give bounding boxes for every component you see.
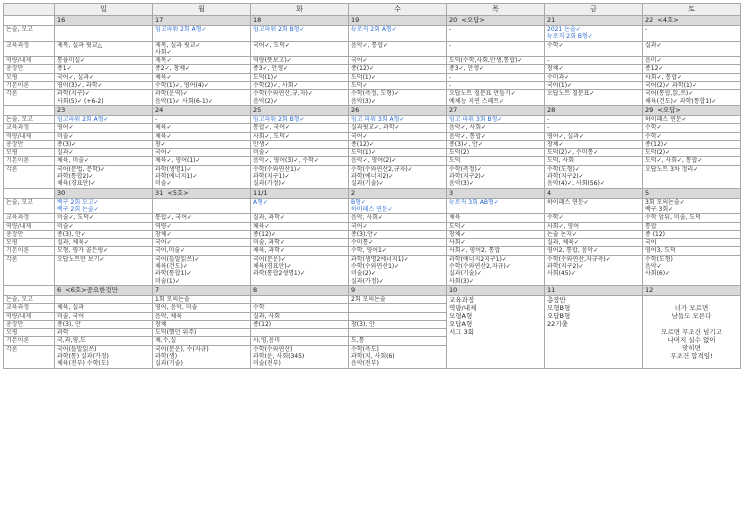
study-cell: 수학(2)✓, 사회✓ — [251, 82, 349, 90]
study-cell: 창체✓ — [153, 230, 251, 238]
row-label: 논술, 모고 — [4, 115, 55, 123]
study-cell: 국어✓ — [153, 149, 251, 157]
study-cell: 체육✓ — [153, 124, 251, 132]
study-cell: 체육, 실과 — [55, 304, 153, 312]
study-cell: 2021 논술✓ 뉴로직 2회 B형✓ — [545, 26, 643, 42]
study-cell: 임고파워 2회 A형✓ — [153, 26, 251, 42]
date-cell: 7 — [153, 285, 251, 295]
study-cell: 창체✓ — [545, 65, 643, 73]
study-cell: 수학(1)✓, 영어(4)✓ — [153, 82, 251, 90]
row-label: 역량/내제 — [4, 132, 55, 140]
study-cell: 임고파워 2회 B형✓ — [251, 115, 349, 123]
study-cell: 체육 — [447, 214, 545, 222]
row-label: 모평 — [4, 73, 55, 81]
study-cell: 과학(생명2에너지1)✓ 수학(수와연산1)✓ 미술(2)✓ 실과(가정)✓ — [349, 255, 447, 285]
study-cell: 수학 — [251, 304, 349, 312]
study-cell: 종12✓ — [643, 65, 741, 73]
study-cell: 과학 — [55, 329, 153, 337]
study-cell: 미술✓, 도덕✓ — [55, 214, 153, 222]
study-cell: 도덕✓, 사회✓, 통합✓ — [643, 157, 741, 165]
subject-row — [4, 124, 741, 132]
weekday-sun: 일 — [55, 4, 153, 16]
date-cell: 22 <4호> — [643, 16, 741, 26]
study-cell: 창체✓ — [447, 230, 545, 238]
study-cell: 국어(문운)✓ 체육(경표안)✓ 과학(통합2생명1)✓ — [251, 255, 349, 285]
row-label: 총장만 — [4, 65, 55, 73]
date-cell: 24 — [153, 105, 251, 115]
study-cell: 통합✓, 국어✓ — [251, 124, 349, 132]
study-cell: 1회 모의논술 — [153, 295, 251, 303]
study-cell: 임고 파워 3회 A형✓ — [349, 115, 447, 123]
study-cell: 임고파워 2회 B형✓ — [251, 26, 349, 42]
study-cell — [251, 295, 349, 303]
row-label: 역량/내제 — [4, 222, 55, 230]
study-cell: 수미과✓ — [545, 73, 643, 81]
subject-row — [4, 65, 741, 73]
date-cell: 8 — [251, 285, 349, 295]
study-cell — [251, 329, 349, 337]
study-cell: 체육, 미술✓ — [55, 157, 153, 165]
calendar-body — [4, 16, 741, 369]
date-row-label — [4, 188, 55, 198]
date-cell: 10 — [447, 285, 545, 295]
study-cell: 음악✓, 사회✓ — [447, 124, 545, 132]
row-label: 기본이론 — [4, 82, 55, 90]
row-label: 교육과정 — [4, 214, 55, 222]
date-row — [4, 105, 741, 115]
study-cell — [349, 304, 447, 312]
date-cell: 19 — [349, 16, 447, 26]
date-cell: 4 — [545, 188, 643, 198]
study-cell: 국어✓ — [349, 132, 447, 140]
study-cell: 창체 — [153, 320, 251, 328]
study-cell: 하이패스 연둔✓ — [643, 115, 741, 123]
subject-row — [4, 157, 741, 165]
study-cell: 영어3, 도덕 — [643, 247, 741, 255]
study-cell: 수학, 영어1✓ — [349, 247, 447, 255]
study-cell: 국어✓ — [153, 239, 251, 247]
study-cell: 체,수,실 — [153, 337, 251, 345]
study-cell — [153, 198, 251, 214]
study-cell: 통융미실✓ — [55, 57, 153, 65]
study-cell: 제목, 실과 핏교△ — [55, 41, 153, 57]
study-cell: 미술✓ — [55, 222, 153, 230]
study-cell: 사회✓, 영어 — [545, 222, 643, 230]
subject-row — [4, 132, 741, 140]
study-cell: 체육✓, 영어(1)✓ — [153, 157, 251, 165]
subject-row — [4, 41, 741, 57]
study-cell: 미술✓ — [251, 149, 349, 157]
row-label: 총장만 — [4, 320, 55, 328]
study-cell: 종1✓ — [55, 65, 153, 73]
study-cell: 실과, 체육✓ — [545, 239, 643, 247]
subject-row — [4, 222, 741, 230]
study-cell: 국어(통합,읽,쓰)✓ 체육(건도)✓ 과학(통합1)✓ — [643, 90, 741, 106]
study-cell: 3회 모의논술✓ 백구 3회✓ — [643, 198, 741, 214]
study-cell: 오답노트 질문표 만들기✓ 예체능 지연 스페트✓ — [447, 90, 545, 106]
weekday-sat: 토 — [643, 4, 741, 16]
study-cell: 종3✓, 안생✓ — [251, 65, 349, 73]
study-cell: - — [447, 82, 545, 90]
row-label: 각론 — [4, 255, 55, 285]
study-cell: 도덕 — [447, 157, 545, 165]
date-cell: 11/1 — [251, 188, 349, 198]
subject-row — [4, 140, 741, 148]
study-cell: 통합✓, 국어✓ — [153, 214, 251, 222]
subject-row — [4, 149, 741, 157]
date-cell: 27 — [447, 105, 545, 115]
date-cell: 26 — [349, 105, 447, 115]
row-label: 기본이론 — [4, 247, 55, 255]
study-cell: 영어(3)✓, 과학✓ — [55, 82, 153, 90]
study-cell: 과학(생명1)✓ 과학(에너지1)✓ 미술✓ — [153, 165, 251, 188]
study-cell: 국어(1)✓ — [545, 82, 643, 90]
study-cell: 오답노트 질문표✓ — [545, 90, 643, 106]
study-cell: 체육✓ — [251, 222, 349, 230]
study-cell: 음미✓ — [643, 57, 741, 65]
weekday-thu: 목 — [447, 4, 545, 16]
study-calendar — [3, 3, 741, 369]
weekday-tue: 화 — [251, 4, 349, 16]
study-cell: 종(3),안✓ — [349, 230, 447, 238]
date-cell: 25 — [251, 105, 349, 115]
study-cell: 논술 논지✓ — [545, 230, 643, 238]
subject-row — [4, 115, 741, 123]
study-cell: 도덕(1)✓ — [349, 73, 447, 81]
study-cell — [55, 295, 153, 303]
study-cell: 국어(2)✓ 과학(1)✓ — [643, 82, 741, 90]
study-cell: 오답노트만 보기✓ — [55, 255, 153, 285]
study-cell: 수학(도형) 음악✓ 사회(6)✓ — [643, 255, 741, 285]
subject-row — [4, 255, 741, 285]
date-row-label — [4, 285, 55, 295]
study-cell: 과학(지구)✓ 사회(5)✓ (+6-2) — [55, 90, 153, 106]
date-cell: 11 — [545, 285, 643, 295]
study-cell: 종(3)✓, 안✓ — [447, 140, 545, 148]
subject-row — [4, 247, 741, 255]
row-label: 논술, 모고 — [4, 198, 55, 214]
study-cell: 수미통✓ — [349, 239, 447, 247]
study-cell: 수학✓ — [545, 41, 643, 57]
study-cell: 수학(측정, 도형)✓ 음악(3)✓ — [349, 90, 447, 106]
row-label: 역량/내제 — [4, 312, 55, 320]
row-label: 기본이론 — [4, 337, 55, 345]
study-cell: 미술, 국어 — [55, 312, 153, 320]
study-cell: 수학(측도) 과학(지, 사회(6) 음악(전부) — [349, 345, 447, 368]
study-cell: 사회✓ — [447, 239, 545, 247]
study-cell: 종(12) — [251, 320, 349, 328]
study-cell: 과학(운역)✓ 음악(1)✓ 사회(6-1)✓ — [153, 90, 251, 106]
study-cell: 종(12)✓ — [643, 140, 741, 148]
study-cell: 뉴로직 2회 A형✓ — [349, 26, 447, 42]
subject-row — [4, 295, 741, 303]
study-cell: 국어(문운), 수(자규) 과학(생) 실과(기술) — [153, 345, 251, 368]
date-cell: 28 — [545, 105, 643, 115]
study-cell: 종3✓, 안생✓ — [447, 65, 545, 73]
study-cell: 실과핏교✓, 과학✓ — [349, 124, 447, 132]
study-cell: 음악, 체육 — [153, 312, 251, 320]
study-cell: 국어✓, 실과✓ — [55, 73, 153, 81]
study-cell: 국어(들말읽쓰)✓ 체육(건도)✓ 과학(통합1)✓ 미술(1)✓ — [153, 255, 251, 285]
study-cell: 도덕(1)✓ — [251, 73, 349, 81]
study-cell: 국어✓ — [349, 222, 447, 230]
study-cell: 도덕(1)✓ — [349, 149, 447, 157]
study-cell: 영어2, 통합, 음악✓ — [545, 247, 643, 255]
study-cell: 역량(뜻보고)✓ — [251, 57, 349, 65]
study-cell: 국,과,영,도 — [55, 337, 153, 345]
study-cell: 실과✓ — [55, 149, 153, 157]
study-cell: 도,통 — [349, 337, 447, 345]
study-cell: 실과, 과학✓ — [251, 214, 349, 222]
row-label: 각론 — [4, 165, 55, 188]
study-cell: 종(12)✓ — [349, 140, 447, 148]
study-cell: B형✓ 하이패스 연둔✓ — [349, 198, 447, 214]
study-cell: 제목, 실과 핏교✓ 사회✓ — [153, 41, 251, 57]
weekday-mon: 월 — [153, 4, 251, 16]
weekday-fri: 금 — [545, 4, 643, 16]
study-cell: 사,영,음미 — [251, 337, 349, 345]
date-cell: 6 <6호>중요한것만 — [55, 285, 153, 295]
date-cell: 29 <오답> — [643, 105, 741, 115]
study-cell: 백구 2회 모고✓ 백구 2회 논술✓ — [55, 198, 153, 214]
date-row-label — [4, 16, 55, 26]
study-cell: 음악✓, 통합✓ — [447, 132, 545, 140]
row-label: 교육과정 — [4, 124, 55, 132]
study-cell — [55, 26, 153, 42]
study-cell: 오답노트 3차 정리✓ — [643, 165, 741, 188]
study-cell: 종2✓, 창체✓ — [153, 65, 251, 73]
study-cell: 국어(들말읽쓰) 과학(통) 실과(가정) 체육(전부) 수학(도) — [55, 345, 153, 368]
study-cell: 음악✓, 통합✓ — [349, 41, 447, 57]
study-cell: - — [545, 115, 643, 123]
study-cell: 하이패스 연둔✓ — [545, 198, 643, 214]
study-cell: - — [643, 26, 741, 42]
subject-row — [4, 165, 741, 188]
row-label: 기본이론 — [4, 157, 55, 165]
study-cell: 종(3), 안 — [55, 320, 153, 328]
study-cell: 종(3)✓ — [55, 140, 153, 148]
study-cell: 창체✓ — [545, 140, 643, 148]
study-cell: 과학(에너지2지구1)✓ 수학(수와연산2,자규)✓ 실과(기술)✓ 사회(3)✓ — [447, 255, 545, 285]
row-label: 교육과정 — [4, 304, 55, 312]
subject-row — [4, 73, 741, 81]
study-cell: 체육, 과학✓ — [251, 247, 349, 255]
subject-row — [4, 82, 741, 90]
study-cell — [349, 312, 447, 320]
date-cell: 18 — [251, 16, 349, 26]
subject-row — [4, 26, 741, 42]
date-row — [4, 16, 741, 26]
study-cell: 사회✓, 영어2, 통합 — [447, 247, 545, 255]
study-cell: 역량✓ — [153, 222, 251, 230]
study-cell: 수학(수와연산2,규자)✓ 과학(에너지2)✓ 실과(기술)✓ — [349, 165, 447, 188]
study-cell: 종(12)✓ — [251, 230, 349, 238]
row-label: 역량/내제 — [4, 57, 55, 65]
subject-row — [4, 214, 741, 222]
study-cell: 도덕(했던 위주) — [153, 329, 251, 337]
study-cell: - — [447, 41, 545, 57]
study-cell: 체육✓ — [153, 132, 251, 140]
study-cell: 사회✓, 도덕✓ — [251, 132, 349, 140]
study-cell: - — [545, 57, 643, 65]
study-cell: 2회 모의논술 — [349, 295, 447, 303]
row-label: 논술, 모고 — [4, 26, 55, 42]
study-cell: 음악✓, 영어(3)✓, 수학✓ — [251, 157, 349, 165]
date-cell: 17 — [153, 16, 251, 26]
study-cell: 국어(문법, 문학)✓ 과학(통합2)✓ 체육(경표안)✓ — [55, 165, 153, 188]
date-cell: 12 — [643, 285, 741, 295]
row-label: 교육과정 — [4, 41, 55, 57]
study-cell: 임고파워 2회 A형✓ — [55, 115, 153, 123]
study-cell: 국어✓ — [349, 57, 447, 65]
study-cell: 미술, 과학✓ — [251, 239, 349, 247]
study-cell: 영어, 음악, 미술 — [153, 304, 251, 312]
date-row — [4, 188, 741, 198]
date-cell: 5 — [643, 188, 741, 198]
date-cell: 23 — [55, 105, 153, 115]
header-corner — [4, 4, 55, 16]
row-label: 각론 — [4, 90, 55, 106]
date-cell: 21 — [545, 16, 643, 26]
date-cell: 30 — [55, 188, 153, 198]
study-cell: 국어✓, 도덕✓ — [251, 41, 349, 57]
row-label: 모평 — [4, 329, 55, 337]
study-cell: 수학✓ — [545, 214, 643, 222]
study-cell: 음악✓, 영어(2)✓ — [349, 157, 447, 165]
study-cell: 실과, 사회 — [251, 312, 349, 320]
study-cell: 도덕(2) — [447, 149, 545, 157]
study-cell: 통합 — [643, 222, 741, 230]
study-cell: - — [545, 124, 643, 132]
study-cell: 수학✓ — [643, 132, 741, 140]
date-row-label — [4, 105, 55, 115]
date-cell: 20 <오답> — [447, 16, 545, 26]
study-cell: A형✓ — [251, 198, 349, 214]
date-row — [4, 285, 741, 295]
date-cell: 9 — [349, 285, 447, 295]
study-cell: 영어✓ — [55, 124, 153, 132]
study-cell: 도덕(2)✓, 수미통✓ — [545, 149, 643, 157]
row-label: 모평 — [4, 149, 55, 157]
study-cell: 수학(도형)✓ 과학(지구2)✓ 음악(4)✓, 사회(56)✓ — [545, 165, 643, 188]
study-cell: 종(12)✓ — [349, 65, 447, 73]
study-cell: 안생✓ — [251, 140, 349, 148]
study-cell: 수학✓ — [643, 124, 741, 132]
study-cell: 체육✓ — [153, 73, 251, 81]
study-cell: 수학(수와연산,규,자)✓ 음악(2)✓ — [251, 90, 349, 106]
study-cell: 국어,미술✓ — [153, 247, 251, 255]
block-11-notes: 총장만 모형B형 오답B형 22기출 — [545, 295, 643, 368]
study-cell: 영어✓, 실과✓ — [545, 132, 643, 140]
study-cell: 실과, 체육✓ — [55, 239, 153, 247]
date-cell: 3 — [447, 188, 545, 198]
study-cell: 실과✓ — [643, 41, 741, 57]
row-label: 논술, 모고 — [4, 295, 55, 303]
study-cell: 수학 앞뒤, 미술, 도덕 — [643, 214, 741, 222]
study-cell: 임고 파워 3회 B형✓ — [447, 115, 545, 123]
row-label: 각론 — [4, 345, 55, 368]
study-cell: 창✓ — [153, 140, 251, 148]
subject-row — [4, 57, 741, 65]
date-cell: 31 <5호> — [153, 188, 251, 198]
study-cell: 도덕✓ — [349, 82, 447, 90]
row-label: 총장만 — [4, 140, 55, 148]
row-label: 총장만 — [4, 230, 55, 238]
study-cell: 도덕, 사회 — [545, 157, 643, 165]
study-cell: 수학(수와연산,자규측)✓ 과학(지구2)✓ 사회(45)✓ — [545, 255, 643, 285]
date-cell: 2 — [349, 188, 447, 198]
motivation-note: 너가 모르면 남들도 모른다 모르면 무조건 넘기고 나머지 실수 없이 맞히면 무조건 합격임! — [643, 295, 741, 368]
study-cell: 창(3), 안 — [349, 320, 447, 328]
study-cell: 음악, 사회✓ — [349, 214, 447, 222]
study-cell: 모형, 평가 골든링✓ — [55, 247, 153, 255]
study-cell: 도덕✓ — [447, 222, 545, 230]
study-cell: 사회✓, 통합✓ — [643, 73, 741, 81]
study-cell: 종(3), 안✓ — [55, 230, 153, 238]
subject-row — [4, 230, 741, 238]
subject-row — [4, 239, 741, 247]
study-cell: 수학(수와연산) 과학(운, 사회(345) 미술(전부) — [251, 345, 349, 368]
study-cell: 도덕(2)✓ — [643, 149, 741, 157]
study-cell: - — [153, 115, 251, 123]
study-cell — [349, 329, 447, 337]
study-cell: 뉴로직 3회 AB형✓ — [447, 198, 545, 214]
subject-row — [4, 198, 741, 214]
study-cell: 도덕(수학,사회,안생,통합)✓ — [447, 57, 545, 65]
row-label: 모평 — [4, 239, 55, 247]
study-cell: - — [447, 73, 545, 81]
study-cell: 수학(수와연산1)✓ 과학(지구1)✓ 실과(가정)✓ — [251, 165, 349, 188]
weekday-header-row — [4, 4, 741, 16]
study-cell: 국어 — [643, 239, 741, 247]
weekday-wed: 수 — [349, 4, 447, 16]
study-cell: 미술✓ — [55, 132, 153, 140]
block-10-notes: 교육과정 역량/내제 모형A형 오답A형 시그 3회 — [447, 295, 545, 368]
study-cell: 제목✓ — [153, 57, 251, 65]
subject-row — [4, 90, 741, 106]
study-cell: 수학(측정)✓ 과학(지구2)✓ 음악(3)✓ — [447, 165, 545, 188]
study-cell: 종 (12) — [643, 230, 741, 238]
study-cell: - — [447, 26, 545, 42]
date-cell: 16 — [55, 16, 153, 26]
